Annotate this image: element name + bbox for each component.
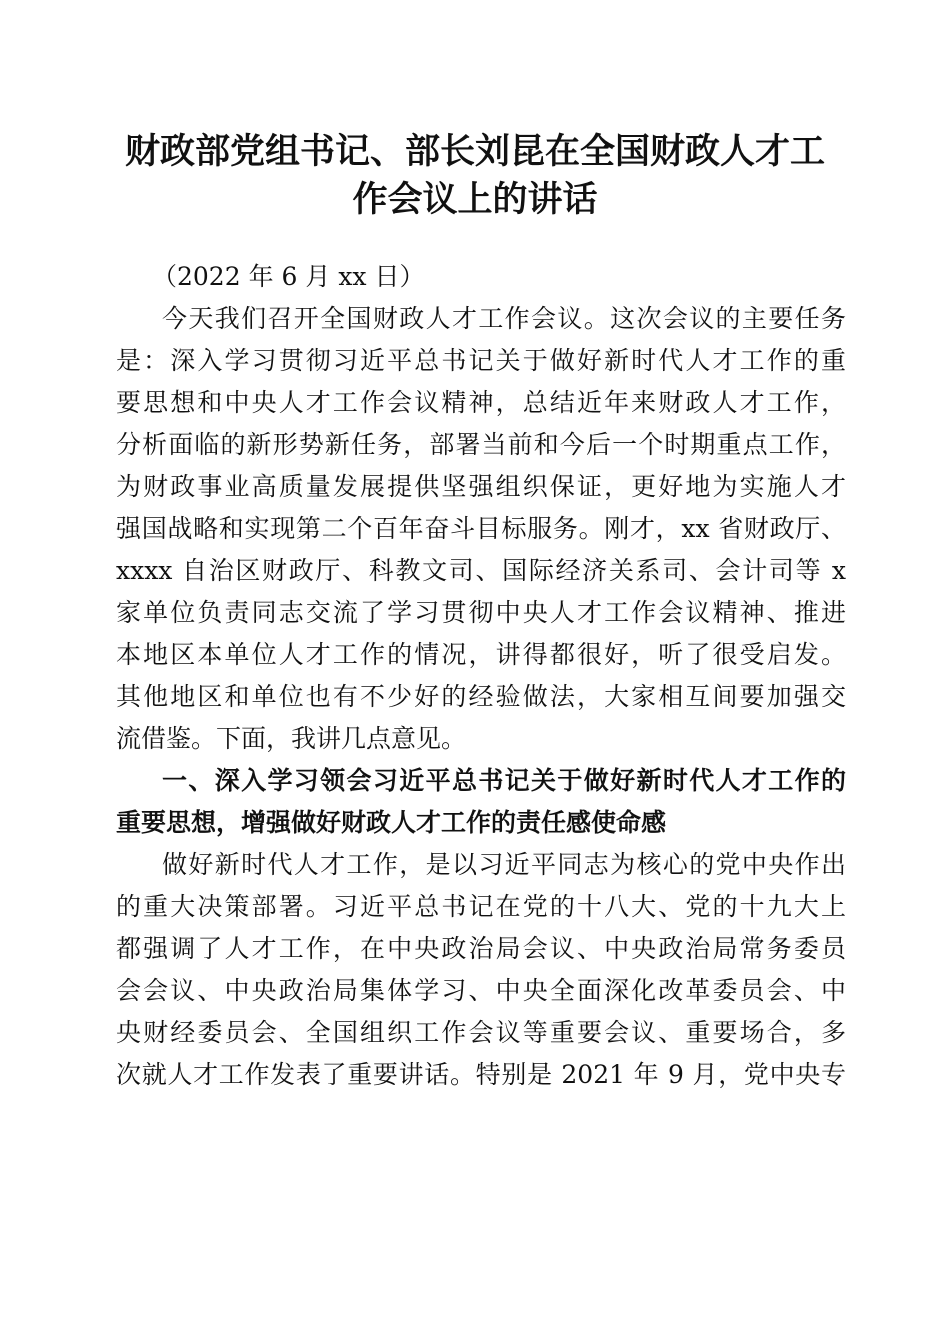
heading-line: 重要思想，增强做好财政人才工作的责任感使命感 <box>116 808 667 837</box>
paragraph-line: 本地区本单位人才工作的情况，讲得都很好，听了很受启发。 <box>116 640 846 669</box>
paragraph-line: 次就人才工作发表了重要讲话。特别是 2021 年 9 月，党中央专 <box>116 1060 846 1089</box>
paragraph-line: 是：深入学习贯彻习近平总书记关于做好新时代人才工作的重 <box>116 346 846 375</box>
paragraph-line: 要思想和中央人才工作会议精神，总结近年来财政人才工作， <box>116 388 846 417</box>
page-title <box>100 128 850 224</box>
paragraph-line: 的重大决策部署。习近平总书记在党的十八大、党的十九大上 <box>116 892 846 921</box>
paragraph-line: 做好新时代人才工作，是以习近平同志为核心的党中央作出 <box>162 850 846 879</box>
paragraph-line: 央财经委员会、全国组织工作会议等重要会议、重要场合，多 <box>116 1018 846 1047</box>
paragraph-line: 都强调了人才工作，在中央政治局会议、中央政治局常务委员 <box>116 934 846 963</box>
paragraph-intro <box>116 298 846 760</box>
paragraph-line: 其他地区和单位也有不少好的经验做法，大家相互间要加强交 <box>116 682 846 711</box>
paragraph-line: xxxx 自治区财政厅、科教文司、国际经济关系司、会计司等 x <box>116 556 846 585</box>
paragraph-line: 流借鉴。下面，我讲几点意见。 <box>116 724 467 753</box>
heading-line: 一、深入学习领会习近平总书记关于做好新时代人才工作的 <box>162 766 846 795</box>
title-line: 作会议上的讲话 <box>352 179 598 220</box>
paragraph-line: 强国战略和实现第二个百年奋斗目标服务。刚才，xx 省财政厅、 <box>116 514 846 543</box>
document-body <box>116 256 846 1096</box>
speech-date: （2022 年 6 月 xx 日） <box>152 262 425 291</box>
paragraph-line: 为财政事业高质量发展提供坚强组织保证，更好地为实施人才 <box>116 472 846 501</box>
paragraph-line: 家单位负责同志交流了学习贯彻中央人才工作会议精神、推进 <box>116 598 846 627</box>
paragraph-section1 <box>116 844 846 1096</box>
paragraph-line: 分析面临的新形势新任务，部署当前和今后一个时期重点工作， <box>116 430 846 459</box>
title-line: 财政部党组书记、部长刘昆在全国财政人才工 <box>124 131 825 172</box>
paragraph-line: 今天我们召开全国财政人才工作会议。这次会议的主要任务 <box>162 304 846 333</box>
section-heading-1 <box>116 760 846 844</box>
paragraph-line: 会会议、中央政治局集体学习、中央全面深化改革委员会、中 <box>116 976 846 1005</box>
